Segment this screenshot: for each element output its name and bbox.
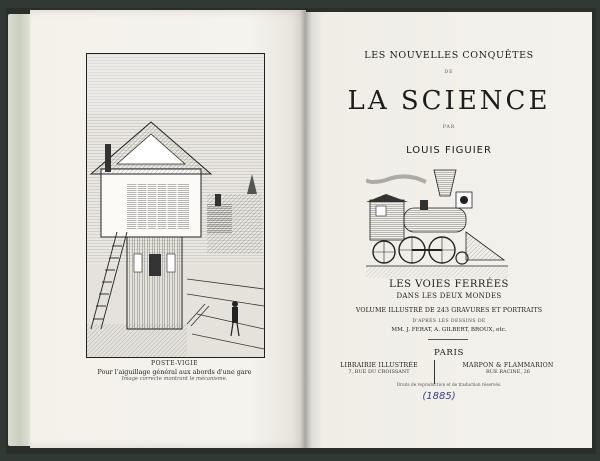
engraving-caption [86,360,263,382]
connector-de: DE [444,70,454,75]
engraving-svg [87,54,264,357]
author-name: LOUIS FIGUIER [406,145,492,156]
locomotive-engraving [366,162,508,280]
main-title: LA SCIENCE [347,86,551,116]
book-subtitle-2: DANS LES DEUX MONDES [396,292,502,300]
caption-title: POSTE-VIGIE [151,360,198,367]
after-drawings-line: D'APRÈS LES DESSINS DE [412,319,486,324]
divider-rule [428,339,468,340]
book-subtitle: LES VOIES FERRÉES [389,279,509,290]
rights-notice: Droits de reproduction et de traduction réservés. [396,382,502,387]
handwritten-date: (1885) [422,391,456,402]
publisher-left-address: 7, RUE DU CROISSANT [348,369,410,375]
signal-tower-engraving [86,53,265,358]
artists-line: MM. J. FERAT, A. GILBERT, BROUX, etc. [391,327,507,333]
publisher-left-name: LIBRAIRIE ILLUSTRÉE [340,362,418,369]
connector-par: PAR [442,125,456,130]
publisher-divider [434,360,435,384]
volume-description: VOLUME ILLUSTRÉ DE 243 GRAVURES ET PORTRAITS [355,307,543,314]
publisher-right-name: MARPON & FLAMMARION [462,362,554,369]
publisher-right-address: RUE RACINE, 26 [486,369,530,375]
publisher-left [330,362,428,375]
publication-city: PARIS [434,348,464,358]
caption-note: Image correcte montrant le mécanisme. [121,375,228,382]
publisher-right [452,362,564,375]
caption-description: Pour l'aiguillage général aux abords d'une gare [97,367,252,376]
locomotive-svg [366,162,508,280]
series-title: LES NOUVELLES CONQUÊTES [364,50,534,61]
